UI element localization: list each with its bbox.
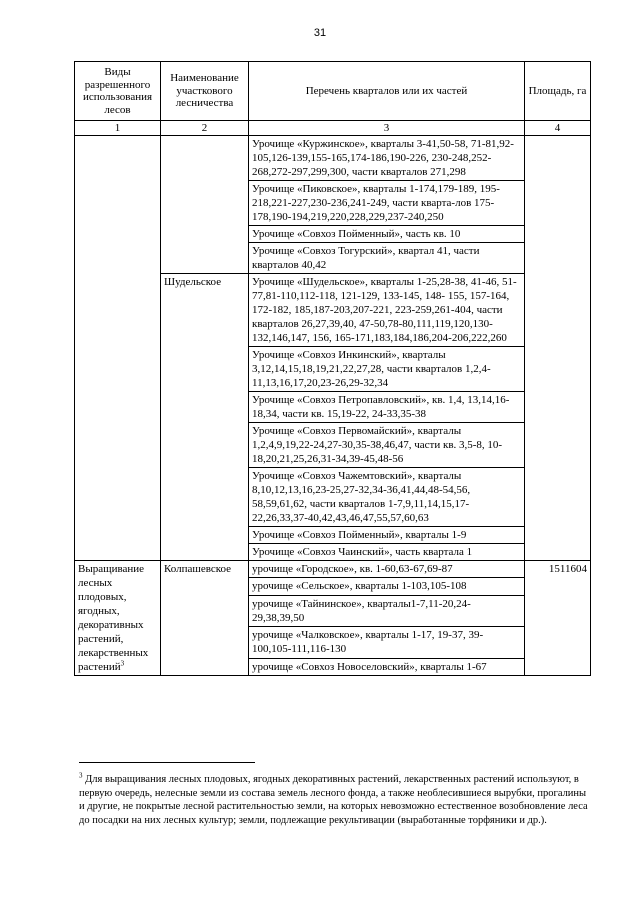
header-area: Площадь, га: [525, 62, 591, 121]
use-type-text: Выращивание лесных плодовых, ягодных, декоративных растений, лекарственных растений: [78, 563, 149, 673]
forestry-cell: Шудельское: [161, 274, 249, 561]
column-number: 2: [161, 121, 249, 136]
quarters-cell: Урочище «Совхоз Пойменный», кварталы 1-9: [249, 527, 525, 544]
quarters-cell: Урочище «Совхоз Тогурский», квартал 41, части кварталов 40,42: [249, 243, 525, 274]
footnote-reference: 3: [120, 659, 125, 668]
header-forestry: Наименование участкового лесничества: [161, 62, 249, 121]
quarters-cell: Урочище «Пиковское», кварталы 1-174,179-189, 195-218,221-227,230-236,241-249, части кварта-лов 175-178,190-194,219,220,228,229,237-240,250: [249, 181, 525, 226]
column-number: 4: [525, 121, 591, 136]
footnote-marker: 3: [79, 771, 83, 780]
table-row: [75, 561, 591, 578]
quarters-cell: Урочище «Шудельское», кварталы 1-25,28-38, 41-46, 51-77,81-110,112-118, 121-129, 133-145, 148- 155, 157-164, 172-182, 185,187-203,207-221, 223-259,261-404, части кварталов 26,27,39,40, 47-50,78-80,111,119,120,130-132,146,147, 156, 165-171,183,184,186,204-206,222,260: [249, 274, 525, 347]
use-type-cell-empty: [75, 136, 161, 561]
quarters-cell: Урочище «Совхоз Петропавловский», кв. 1,4, 13,14,16-18,34, части кв. 15,19-22, 24-33,35-38: [249, 392, 525, 423]
area-cell: 1511604: [525, 561, 591, 676]
column-number-row: [75, 121, 591, 136]
quarters-cell: Урочище «Совхоз Первомайский», кварталы 1,2,4,9,19,22-24,27-30,35-38,46,47, части кв. 3,5-8, 10-18,20,21,25,26,31-34,39-45,48-56: [249, 423, 525, 468]
quarters-cell: урочище «Сельское», кварталы 1-103,105-108: [249, 578, 525, 595]
forest-use-table: [74, 61, 591, 676]
quarters-cell: урочище «Чалковское», кварталы 1-17, 19-37, 39-100,105-111,116-130: [249, 627, 525, 659]
header-use-type: Виды разрешенного использования лесов: [75, 62, 161, 121]
quarters-cell: урочище «Совхоз Новоселовский», кварталы 1-67: [249, 658, 525, 675]
column-number: 1: [75, 121, 161, 136]
quarters-cell: Урочище «Совхоз Пойменный», часть кв. 10: [249, 226, 525, 243]
footnote-divider: [79, 762, 255, 763]
area-cell-empty: [525, 136, 591, 561]
page-number: 31: [313, 27, 327, 39]
quarters-cell: Урочище «Совхоз Чаинский», часть квартала 1: [249, 544, 525, 561]
forestry-cell-empty: [161, 136, 249, 274]
footnote: [79, 773, 589, 827]
quarters-cell: Урочище «Куржинское», кварталы 3-41,50-58, 71-81,92-105,126-139,155-165,174-186,190-226, 230-248,252-268,272-297,299,300, части кварталов 271,298: [249, 136, 525, 181]
quarters-cell: урочище «Городское», кв. 1-60,63-67,69-87: [249, 561, 525, 578]
header-row: [75, 62, 591, 121]
quarters-cell: Урочище «Совхоз Инкинский», кварталы 3,12,14,15,18,19,21,22,27,28, части кварталов 1,2,4-11,13,16,17,20,23-26,29-32,34: [249, 347, 525, 392]
footnote-text: Для выращивания лесных плодовых, ягодных декоративных растений, лекарственных растений используют, в первую очередь, нелесные земли из состава земель лесного фонда, а также необлесившиеся вырубки, прогалины и другие, не покрытые лесной растительностью земли, на которых невозможно естественное возобновление леса до посадки на них лесных культур; земли, подлежащие рекультивации (выработанные торфяники и др.).: [79, 774, 588, 826]
use-type-cell: [75, 561, 161, 676]
column-number: 3: [249, 121, 525, 136]
header-quarters: Перечень кварталов или их частей: [249, 62, 525, 121]
table-row: [75, 136, 591, 181]
quarters-cell: урочище «Тайнинское», кварталы1-7,11-20,24-29,38,39,50: [249, 595, 525, 627]
quarters-cell: Урочище «Совхоз Чажемтовский», кварталы 8,10,12,13,16,23-25,27-32,34-36,41,44,48-54,56, 58,59,61,62, части кварталов 1-7,9,11,14,15,17-22,26,33,37-40,42,43,46,47,55,57,60,63: [249, 468, 525, 527]
forestry-cell: Колпашевское: [161, 561, 249, 676]
